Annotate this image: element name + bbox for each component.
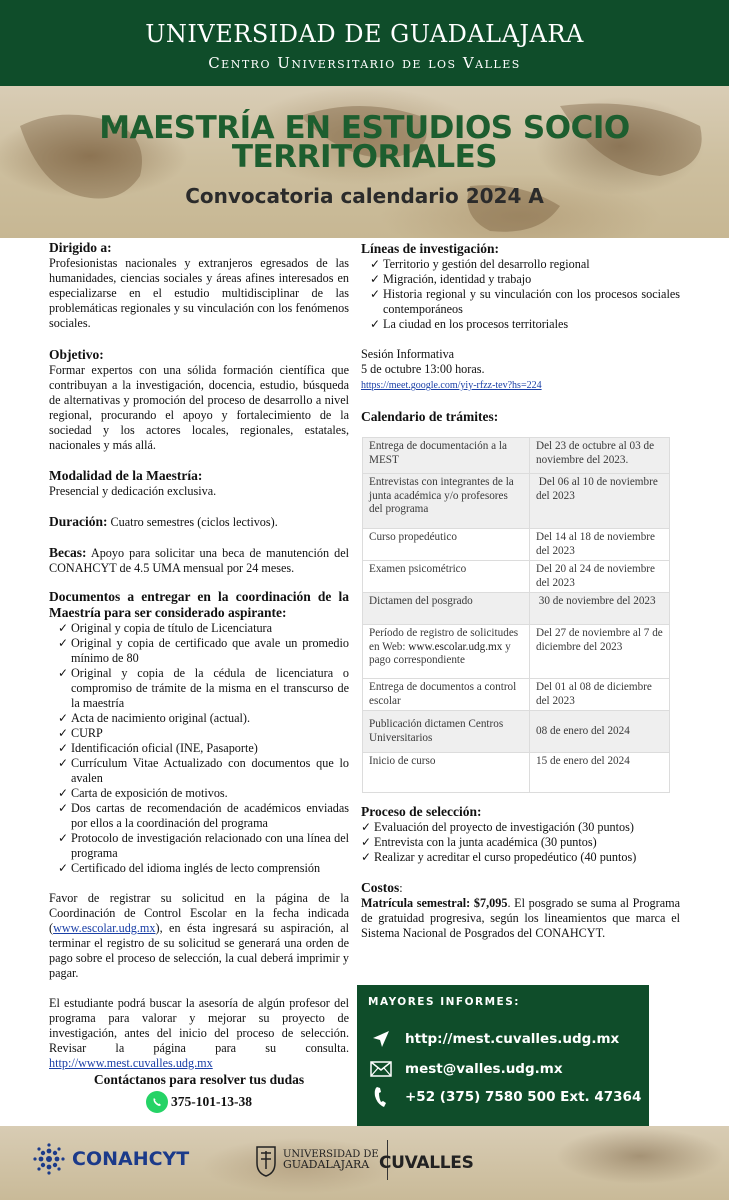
list-item: ✓ Dos cartas de recomendación de académicos enviadas por ellos a la coordinación del programa [58,801,349,830]
cuvalles-logo: CUVALLES [379,1153,474,1173]
udg-name: UNIVERSIDAD DE GUADALAJARA [283,1149,379,1171]
check-icon: ✓ [58,636,69,650]
fecha-cell: Del 23 de octubre al 03 de noviembre del 2023. [530,438,670,474]
tramite-cell: Entrega de documentos a control escolar [363,679,530,711]
mest-website-link[interactable]: http://www.mest.cuvalles.udg.mx [49,1056,213,1070]
becas-paragraph [49,545,349,576]
conahcyt-logo [32,1142,189,1176]
whatsapp-number: 375-101-13-38 [171,1094,252,1109]
info-web-row[interactable] [369,1027,619,1051]
sesion-date: 5 de octubre 13:00 horas. [361,362,485,376]
escolar-link-text: www.escolar.udg.mx [408,640,503,653]
program-subtitle: Convocatoria calendario 2024 A [185,184,544,208]
check-icon: ✓ [58,726,69,740]
phone-icon [369,1085,393,1109]
list-item: ✓ Acta de nacimiento original (actual). [58,711,251,725]
becas-text: Apoyo para solicitar una beca de manutención del CONAHCYT de 4.5 UMA mensual por 24 meses. [49,546,349,575]
mayores-informes-box [357,985,649,1126]
check-icon: ✓ [361,850,372,864]
info-email-row[interactable] [369,1057,563,1081]
tramite-cell: Curso propedéutico [363,529,530,561]
calendario-table [362,437,670,793]
list-item: ✓ Original y copia de título de Licenciatura [58,621,273,635]
check-icon: ✓ [361,820,372,834]
university-name: UNIVERSIDAD DE GUADALAJARA [145,20,584,48]
mail-icon [369,1057,393,1081]
tramite-cell: Entrega de documentación a la MEST [363,438,530,474]
hero-banner [0,86,729,238]
fecha-cell: Del 14 al 18 de noviembre del 2023 [530,529,670,561]
sesion-meet-link[interactable]: https://meet.google.com/yiy-rfzz-tev?hs=224 [361,380,542,391]
proceso-list [361,820,680,865]
check-icon: ✓ [58,711,69,725]
becas-heading: Becas: [49,545,87,560]
footer-logos [0,1126,729,1200]
dirigido-text: Profesionistas nacionales y extranjeros egresados de las humanidades, ciencias sociales y áreas afines interesados en especializarse en el estudio multidisciplinar de las problemáticas regionales y su vinculación con los fenómenos sociales. [49,256,349,330]
check-icon: ✓ [58,666,69,680]
list-item: ✓ Carta de exposición de motivos. [58,786,228,800]
check-icon: ✓ [58,861,69,875]
duracion-paragraph [49,514,349,530]
list-item: ✓ Entrevista con la junta académica (30 puntos) [361,835,597,849]
registro-paragraph: Favor de registrar su solicitud en la página de la Coordinación de Control Escolar en la fecha indicada (www.escolar.udg.mx), en ésta ingresará su aspiración, al terminar el registro de su solicitud se generará una orden de pago sobre el proceso de selección, la cual deberá imprimir y pagar. [49,891,349,980]
conahcyt-dots-icon [32,1142,66,1176]
dirigido-heading: Dirigido a: [49,240,112,255]
list-item: ✓ Certificado del idioma inglés de lecto comprensión [58,861,321,875]
check-icon: ✓ [58,801,69,815]
list-item: ✓ Original y copia de certificado que avale un promedio mínimo de 80 [58,636,349,665]
costos-paragraph: Matrícula semestral: $7,095. El posgrado se suma al Programa de gratuidad progresiva, según los lineamientos que marca el Sistema Nacional de Posgrados del CONAHCYT. [361,896,680,940]
info-web[interactable]: http://mest.cuvalles.udg.mx [405,1031,620,1047]
list-item: ✓ Migración, identidad y trabajo [370,272,532,286]
costos-amount: $7,095 [470,896,508,910]
list-item: ✓ Territorio y gestión del desarrollo regional [370,257,590,271]
modalidad-text: Presencial y dedicación exclusiva. [49,484,217,498]
duracion-heading: Duración: [49,514,108,529]
objetivo-heading: Objetivo: [49,347,104,362]
check-icon: ✓ [370,287,381,301]
sesion-title: Sesión Informativa [361,347,455,361]
calendario-heading: Calendario de trámites: [361,409,499,424]
tramite-cell: Publicación dictamen Centros Universitarios [363,711,530,753]
fecha-cell: Del 01 al 08 de diciembre del 2023 [530,679,670,711]
duracion-text: Cuatro semestres (ciclos lectivos). [107,515,278,529]
table-row [363,474,670,529]
table-row [363,438,670,474]
center-name: Centro Universitario de los Valles [208,54,521,72]
lineas-heading: Líneas de investigación: [361,241,500,256]
table-row [363,711,670,753]
check-icon: ✓ [58,621,69,635]
program-title [0,110,729,175]
tramite-cell: Entrevistas con integrantes de la junta académica y/o profesores del programa [363,474,530,529]
list-item: ✓ Realizar y acreditar el curso propedéutico (40 puntos) [361,850,637,864]
list-item: ✓ La ciudad en los procesos territoriales [370,317,569,331]
costos-label: Matrícula semestral: [361,896,471,910]
fecha-cell: Del 20 al 24 de noviembre del 2023 [530,561,670,593]
fecha-cell: 15 de enero del 2024 [530,753,670,793]
table-row [363,561,670,593]
contacto-heading: Contáctanos para resolver tus dudas [93,1072,305,1087]
fecha-cell: Del 06 al 10 de noviembre del 2023 [530,474,670,529]
list-item: ✓ Currículum Vitae Actualizado con documentos que lo avalen [58,756,349,785]
escolar-link[interactable]: www.escolar.udg.mx [53,921,156,935]
check-icon: ✓ [58,756,69,770]
lineas-list [361,257,680,332]
table-row [363,753,670,793]
check-icon: ✓ [370,317,381,331]
whatsapp-icon [146,1091,168,1113]
table-row [363,593,670,625]
info-phone[interactable]: +52 (375) 7580 500 Ext. 47364 [405,1089,642,1105]
program-title-line1: MAESTRÍA EN ESTUDIOS SOCIO [99,110,630,146]
udg-logo [255,1140,388,1180]
documentos-heading: Documentos a entregar en la coordinación de la Maestría para ser considerado aspirante: [49,589,349,620]
list-item: ✓ Protocolo de investigación relacionado con una línea del programa [58,831,349,860]
table-row [363,625,670,679]
tramite-cell: Dictamen del posgrado [363,593,530,625]
documentos-list [49,621,349,876]
tramite-cell: Inicio de curso [363,753,530,793]
udg-shield-icon [255,1143,277,1177]
list-item: ✓ Evaluación del proyecto de investigación (30 puntos) [361,820,634,834]
tramite-cell: Período de registro de solicitudes en Web: www.escolar.udg.mx y pago correspondiente [363,625,530,679]
list-item: ✓ Historia regional y su vinculación con los procesos sociales contemporáneos [370,287,680,316]
check-icon: ✓ [370,257,381,271]
header-band [0,0,729,86]
info-title: MAYORES INFORMES: [368,996,520,1008]
conahcyt-name: CONAHCYT [72,1148,190,1170]
objetivo-text: Formar expertos con una sólida formación científica que contribuyan a la investigación, docencia, estudio, búsqueda de alternativas y promoción del proceso de desarrollo a nivel regional, procurando el apoyo y fortalecimiento de la sociedad y los actores locales, regionales, estatales, nacionales y más allá. [49,363,349,452]
whatsapp-contact[interactable] [49,1091,349,1113]
list-item: ✓ CURP [58,726,103,740]
check-icon: ✓ [58,741,69,755]
table-row [363,679,670,711]
program-title-line2: TERRITORIALES [231,139,498,175]
right-column [361,241,680,425]
table-row [363,529,670,561]
modalidad-heading: Modalidad de la Maestría: [49,468,203,483]
info-phone-row[interactable] [369,1085,641,1109]
tramite-cell: Examen psicométrico [363,561,530,593]
costos-heading: Costos [361,880,400,895]
fecha-cell: 30 de noviembre del 2023 [530,593,670,625]
check-icon: ✓ [361,835,372,849]
left-column [49,240,349,1113]
fecha-cell: 08 de enero del 2024 [530,711,670,753]
list-item: ✓ Identificación oficial (INE, Pasaporte) [58,741,258,755]
check-icon: ✓ [58,786,69,800]
fecha-cell: Del 27 de noviembre al 7 de diciembre del 2023 [530,625,670,679]
info-email[interactable]: mest@valles.udg.mx [405,1061,563,1077]
proceso-heading: Proceso de selección: [361,804,482,819]
list-item: ✓ Original y copia de la cédula de licenciatura o compromiso de trámite de la misma en el transcurso de la maestría [58,666,349,710]
send-icon [369,1027,393,1051]
check-icon: ✓ [370,272,381,286]
costos-heading-row: Costos: [361,880,403,895]
check-icon: ✓ [58,831,69,845]
right-column-lower [361,804,680,941]
asesoria-paragraph: El estudiante podrá buscar la asesoría de algún profesor del programa para valorar y mejorar su proyecto de investigación, antes del inicio del proceso de selección. Revisar la página para su consulta. http://www.mest.cuvalles.udg.mx [49,996,349,1070]
